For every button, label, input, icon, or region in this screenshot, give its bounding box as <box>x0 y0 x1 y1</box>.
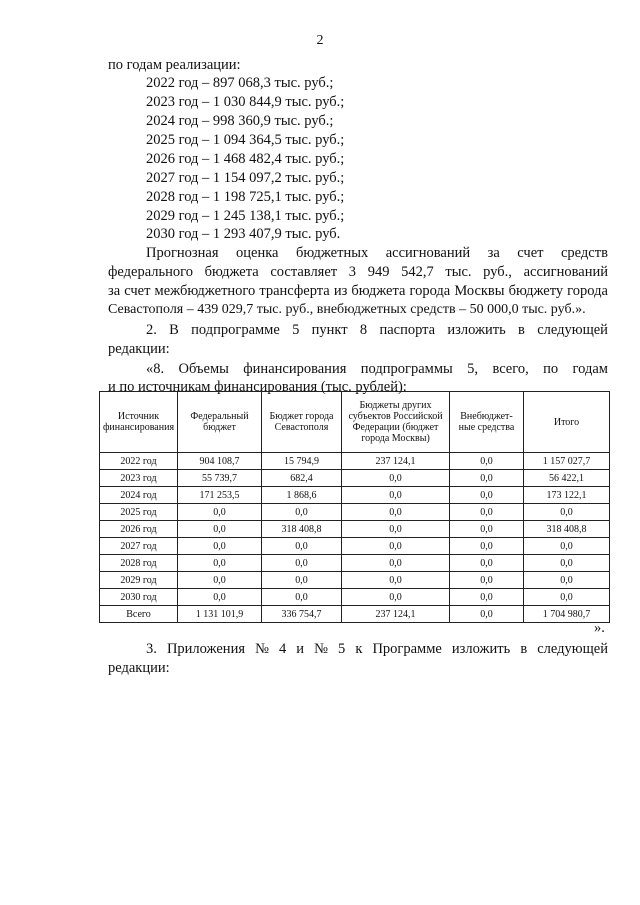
table-row <box>100 504 610 521</box>
year-line: 2024 год – 998 360,9 тыс. руб.; <box>146 113 334 129</box>
table-cell: 0,0 <box>178 504 262 521</box>
table-cell: 1 131 101,9 <box>178 606 262 623</box>
item3-line-1: 3. Приложения № 4 и № 5 к Программе изложить в следующей <box>146 641 608 657</box>
item2-line-2: редакции: <box>108 341 170 357</box>
table-cell: 237 124,1 <box>342 606 450 623</box>
financing-table <box>99 391 610 623</box>
page-number: 2 <box>316 33 324 48</box>
table-cell: 0,0 <box>524 538 610 555</box>
forecast-paragraph-line-4: Севастополя – 439 029,7 тыс. руб., внебюджетных средств – 50 000,0 тыс. руб.». <box>108 302 586 317</box>
table-cell: 173 122,1 <box>524 487 610 504</box>
year-line: 2023 год – 1 030 844,9 тыс. руб.; <box>146 94 345 110</box>
year-line: 2028 год – 1 198 725,1 тыс. руб.; <box>146 189 345 205</box>
table-cell: 2028 год <box>100 555 178 572</box>
year-line: 2022 год – 897 068,3 тыс. руб.; <box>146 75 334 91</box>
table-cell: 0,0 <box>342 487 450 504</box>
table-cell: 237 124,1 <box>342 453 450 470</box>
table-cell: 318 408,8 <box>262 521 342 538</box>
table-cell: 55 739,7 <box>178 470 262 487</box>
forecast-paragraph-line-3: за счет межбюджетного трансферта из бюджета города Москвы бюджету города <box>108 283 608 299</box>
table-cell: Всего <box>100 606 178 623</box>
table-cell: 0,0 <box>524 504 610 521</box>
table-cell: 2024 год <box>100 487 178 504</box>
table-cell: 1 157 027,7 <box>524 453 610 470</box>
table-cell: 0,0 <box>262 538 342 555</box>
header-total: Итого <box>524 392 610 453</box>
table-row <box>100 470 610 487</box>
table-cell: 336 754,7 <box>262 606 342 623</box>
table-cell: 0,0 <box>342 521 450 538</box>
quote-line-2: и по источникам финансирования (тыс. рублей): <box>108 379 407 395</box>
table-row <box>100 555 610 572</box>
table-cell: 56 422,1 <box>524 470 610 487</box>
table-cell: 682,4 <box>262 470 342 487</box>
table-cell: 0,0 <box>342 470 450 487</box>
table-cell: 2027 год <box>100 538 178 555</box>
header-sevastopol-budget: Бюджет города Севастополя <box>262 392 342 453</box>
table-row <box>100 521 610 538</box>
table-cell: 0,0 <box>450 470 524 487</box>
table-cell: 0,0 <box>262 555 342 572</box>
table-cell: 0,0 <box>450 589 524 606</box>
header-federal-budget: Федеральный бюджет <box>178 392 262 453</box>
table-cell: 2026 год <box>100 521 178 538</box>
table-cell: 15 794,9 <box>262 453 342 470</box>
closing-quote: ». <box>594 620 605 636</box>
table-cell: 0,0 <box>524 572 610 589</box>
table-cell: 0,0 <box>450 538 524 555</box>
table-cell: 2023 год <box>100 470 178 487</box>
table-cell: 0,0 <box>178 589 262 606</box>
table-cell: 904 108,7 <box>178 453 262 470</box>
year-line: 2026 год – 1 468 482,4 тыс. руб.; <box>146 151 345 167</box>
year-line: 2027 год – 1 154 097,2 тыс. руб.; <box>146 170 345 186</box>
intro-line: по годам реализации: <box>108 57 241 73</box>
forecast-paragraph-line-1: Прогнозная оценка бюджетных ассигнований за счет средств <box>146 245 608 261</box>
table-cell: 0,0 <box>342 572 450 589</box>
table-cell: 1 704 980,7 <box>524 606 610 623</box>
table-cell: 0,0 <box>450 606 524 623</box>
table-cell: 1 868,6 <box>262 487 342 504</box>
item3-line-2: редакции: <box>108 660 170 676</box>
table-cell: 2029 год <box>100 572 178 589</box>
table-cell: 0,0 <box>178 538 262 555</box>
quote-line-1: «8. Объемы финансирования подпрограммы 5, всего, по годам <box>146 361 608 377</box>
table-cell: 0,0 <box>342 555 450 572</box>
header-other-subjects-budget: Бюджеты других субъектов Российской Федерации (бюджет города Москвы) <box>342 392 450 453</box>
year-line: 2025 год – 1 094 364,5 тыс. руб.; <box>146 132 345 148</box>
year-line: 2029 год – 1 245 138,1 тыс. руб.; <box>146 208 345 224</box>
table-cell: 0,0 <box>342 538 450 555</box>
table-cell: 2025 год <box>100 504 178 521</box>
table-cell: 0,0 <box>450 572 524 589</box>
table-cell: 0,0 <box>342 589 450 606</box>
table-cell: 0,0 <box>262 589 342 606</box>
table-cell: 0,0 <box>262 504 342 521</box>
item2-line-1: 2. В подпрограмме 5 пункт 8 паспорта изложить в следующей <box>146 322 608 338</box>
table-header-row <box>100 392 610 453</box>
table-cell: 171 253,5 <box>178 487 262 504</box>
table-cell: 2022 год <box>100 453 178 470</box>
table-cell: 0,0 <box>450 453 524 470</box>
table-cell: 0,0 <box>178 521 262 538</box>
table-cell: 0,0 <box>524 555 610 572</box>
table-cell: 0,0 <box>524 589 610 606</box>
table-row <box>100 589 610 606</box>
table-cell: 0,0 <box>450 487 524 504</box>
table-cell: 0,0 <box>450 504 524 521</box>
table-row <box>100 538 610 555</box>
table-cell: 0,0 <box>450 521 524 538</box>
table-cell: 0,0 <box>178 572 262 589</box>
year-line: 2030 год – 1 293 407,9 тыс. руб. <box>146 226 341 242</box>
header-source: Источник финансирования <box>100 392 178 453</box>
table-row <box>100 453 610 470</box>
table-row <box>100 572 610 589</box>
table-cell: 0,0 <box>342 504 450 521</box>
table-cell: 0,0 <box>178 555 262 572</box>
header-extrabudgetary: Внебюджет-ные средства <box>450 392 524 453</box>
table-cell: 0,0 <box>450 555 524 572</box>
table-row <box>100 487 610 504</box>
table-cell: 2030 год <box>100 589 178 606</box>
table-cell: 318 408,8 <box>524 521 610 538</box>
table-total-row <box>100 606 610 623</box>
forecast-paragraph-line-2: федерального бюджета составляет 3 949 542,7 тыс. руб., ассигнований <box>108 264 608 280</box>
table-cell: 0,0 <box>262 572 342 589</box>
